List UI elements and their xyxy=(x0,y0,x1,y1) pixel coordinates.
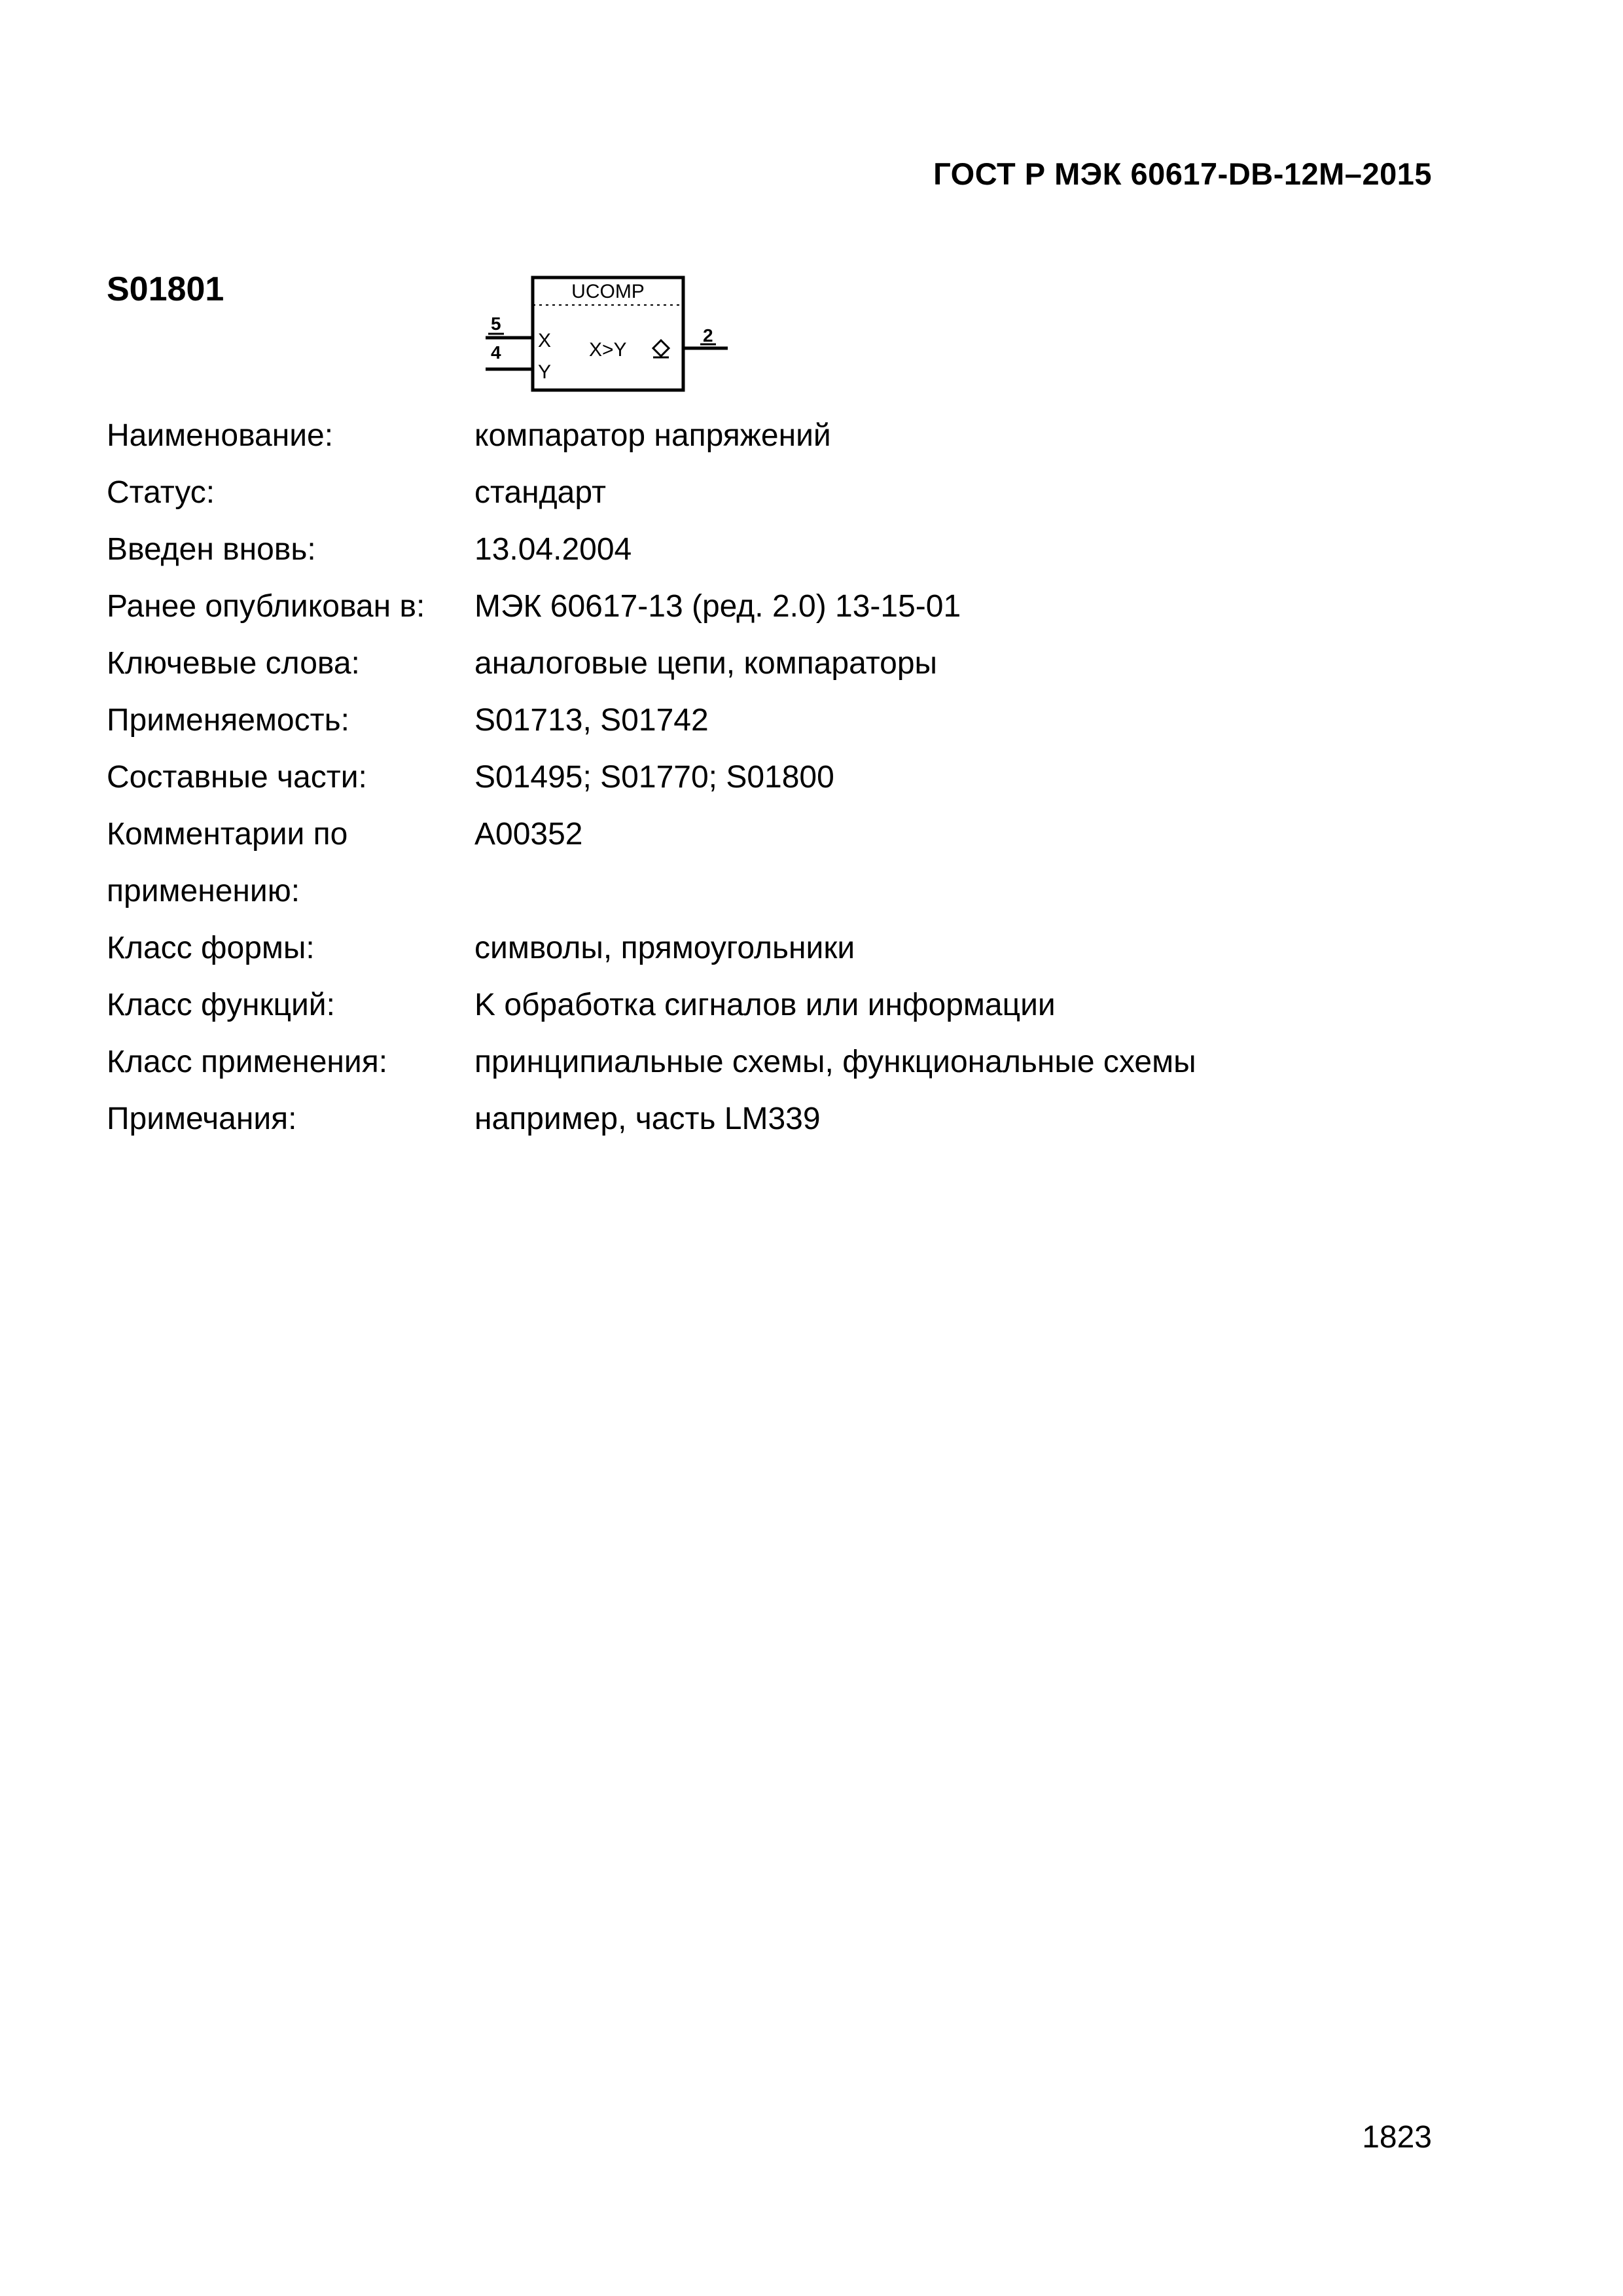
attribute-value: символы, прямоугольники xyxy=(474,931,855,965)
attribute-row-shape-class xyxy=(107,920,1448,977)
attribute-value: МЭК 60617-13 (ред. 2.0) 13-15-01 xyxy=(474,589,961,624)
pin-y-number: 4 xyxy=(491,342,501,363)
attribute-label: Комментарии по применению: xyxy=(107,817,348,908)
attribute-label: Ранее опубликован в: xyxy=(107,589,425,624)
pin-x-number: 5 xyxy=(491,314,501,334)
attribute-row-keywords xyxy=(107,635,1448,692)
comparator-symbol-figure xyxy=(484,274,733,398)
attribute-value: аналоговые цепи, компараторы xyxy=(474,646,938,681)
attribute-row-status xyxy=(107,464,1448,521)
attribute-row-application-notes xyxy=(107,806,1448,920)
attribute-row-function-class xyxy=(107,977,1448,1033)
attribute-row-applicability xyxy=(107,692,1448,749)
attribute-row-introduced xyxy=(107,521,1448,578)
attribute-label: Применяемость: xyxy=(107,703,349,738)
attribute-label: Класс применения: xyxy=(107,1045,388,1079)
attribute-label: Составные части: xyxy=(107,760,367,795)
attribute-row-components xyxy=(107,749,1448,806)
attribute-value: принципиальные схемы, функциональные схемы xyxy=(474,1045,1196,1079)
symbol-attributes-table xyxy=(107,407,1448,1147)
page-number: 1823 xyxy=(1362,2120,1432,2155)
attribute-value: например, часть LM339 xyxy=(474,1102,821,1136)
attribute-value: компаратор напряжений xyxy=(474,418,831,453)
function-label: X>Y xyxy=(589,339,627,361)
attribute-row-application-class xyxy=(107,1033,1448,1090)
attribute-label: Ключевые слова: xyxy=(107,646,360,681)
attribute-label: Класс функций: xyxy=(107,988,335,1022)
attribute-row-name xyxy=(107,407,1448,464)
output-qualifier-icon xyxy=(653,340,669,356)
symbol-block-title: UCOMP xyxy=(571,281,645,302)
attribute-value: стандарт xyxy=(474,475,606,510)
input-y-label: Y xyxy=(538,361,552,383)
attribute-value: S01495; S01770; S01800 xyxy=(474,760,834,795)
attribute-value: A00352 xyxy=(474,817,583,852)
attribute-label: Примечания: xyxy=(107,1102,297,1136)
attribute-label: Статус: xyxy=(107,475,215,510)
attribute-value: 13.04.2004 xyxy=(474,532,632,567)
attribute-label: Введен вновь: xyxy=(107,532,316,567)
pin-out-number: 2 xyxy=(703,325,713,346)
attribute-value: S01713, S01742 xyxy=(474,703,709,738)
input-x-label: X xyxy=(538,330,552,351)
document-standard-header: ГОСТ Р МЭК 60617-DB-12M–2015 xyxy=(933,156,1432,191)
symbol-code: S01801 xyxy=(107,270,224,308)
comparator-symbol-drawing xyxy=(484,274,733,398)
attribute-value: K обработка сигналов или информации xyxy=(474,988,1056,1022)
attribute-row-previously-published xyxy=(107,578,1448,635)
attribute-label: Класс формы: xyxy=(107,931,315,965)
attribute-label: Наименование: xyxy=(107,418,334,453)
attribute-row-remarks xyxy=(107,1090,1448,1147)
